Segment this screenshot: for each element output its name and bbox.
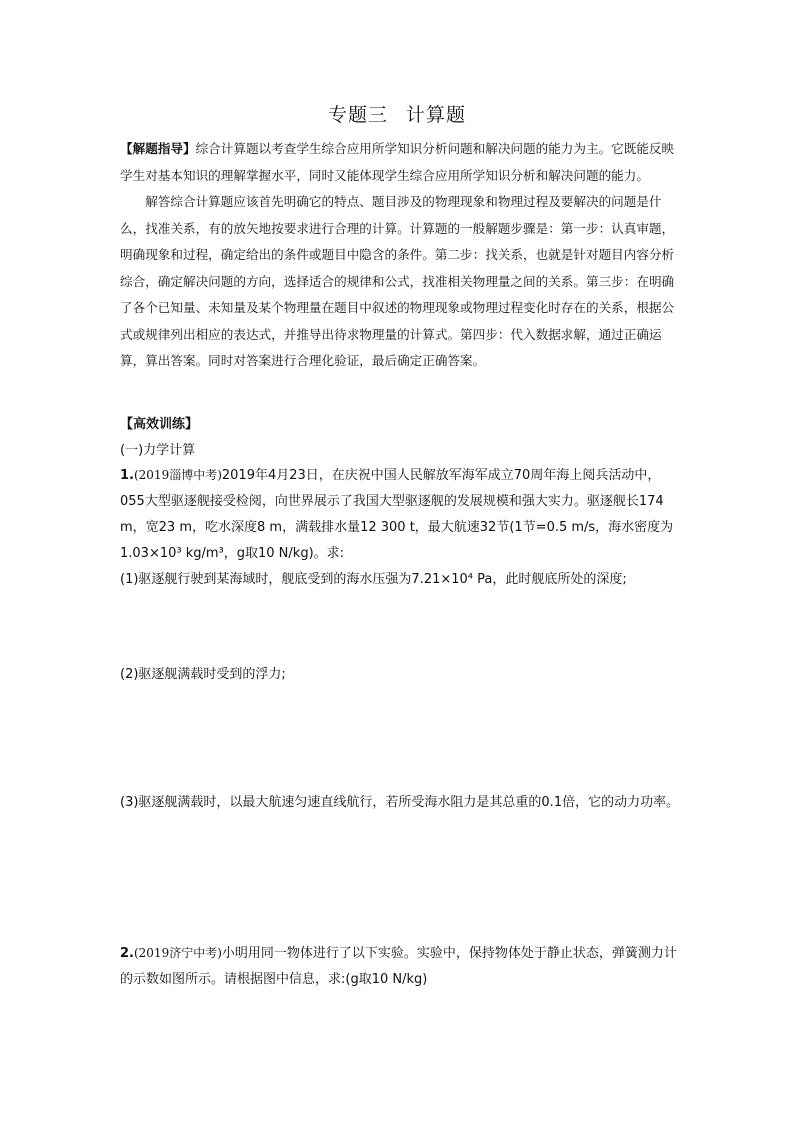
title-main: 专题三 bbox=[327, 104, 388, 126]
question-2 bbox=[120, 940, 680, 993]
guide-paragraph-2: 解答综合计算题应该首先明确它的特点、题目涉及的物理现象和物理过程及要解决的问题是什么，找准关系，有的放矢地按要求进行合理的计算。计算题的一般解题步骤是：第一步：认真审题，明确现象和过程，确定给出的条件或题目中隐含的条件。第二步：找关系，也就是针对题目内容分析综合，确定解决问题的方向，选择适合的规律和公式，找准相关物理量之间的关系。第三步：在明确了各个已知量、未知量及某个物理量在题目中叙述的物理现象或物理过程变化时存在的关系，根据公式或规律列出相应的表达式，并推导出待求物理量的计算式。第四步：代入数据求解，通过正确运算，算出答案。同时对答案进行合理化验证，最后确定正确答案。 bbox=[120, 194, 675, 368]
guide-paragraph-1 bbox=[120, 136, 680, 189]
question-1-number: 1. bbox=[120, 468, 134, 483]
question-1-part-1: (1)驱逐舰行驶到某海域时，舰底受到的海水压强为7.21×10⁴ Pa，此时舰底所处的深度; bbox=[120, 572, 627, 587]
question-1-stem bbox=[120, 462, 680, 567]
question-2-stem bbox=[120, 940, 680, 993]
question-1 bbox=[120, 462, 680, 593]
guide-section bbox=[120, 136, 680, 375]
question-1-source: (2019淄博中考) bbox=[133, 468, 222, 482]
training-heading: 【高效训练】 bbox=[120, 417, 199, 432]
question-2-number: 2. bbox=[120, 946, 134, 961]
question-1-part-2: (2)驱逐舰满载时受到的浮力; bbox=[120, 667, 286, 682]
question-2-source: (2019济宁中考) bbox=[133, 946, 222, 960]
guide-label: 【解题指导】 bbox=[120, 141, 196, 156]
question-1-part-3: (3)驱逐舰满载时，以最大航速匀速直线航行，若所受海水阻力是其总重的0.1倍，它的动力功率。 bbox=[120, 795, 680, 810]
guide-para1-text: 综合计算题以考查学生综合应用所学知识分析问题和解决问题的能力为主。它既能反映学生对基本知识的理解掌握水平，同时又能体现学生综合应用所学知识分析和解决问题的能力。 bbox=[120, 141, 675, 183]
title-sub: 计算题 bbox=[406, 104, 467, 126]
section-mechanics-heading: (一)力学计算 bbox=[120, 443, 196, 458]
question-2-stem-text: 小明用同一物体进行了以下实验。实验中，保持物体处于静止状态，弹簧测力计的示数如图所示。请根据图中信息，求:(g取10 N/kg) bbox=[120, 946, 677, 987]
page-title bbox=[0, 100, 794, 127]
question-1-stem-text: 2019年4月23日，在庆祝中国人民解放军海军成立70周年海上阅兵活动中，055大型驱逐舰接受检阅，向世界展示了我国大型驱逐舰的发展规模和强大实力。驱逐舰长174 m，宽23 m，吃水深度8 m，满载排水量12 300 t，最大航速32节(1节=0.5 m/s，海水密度为1.03×10³ kg/m³，g取10 N/kg)。求: bbox=[120, 468, 674, 561]
